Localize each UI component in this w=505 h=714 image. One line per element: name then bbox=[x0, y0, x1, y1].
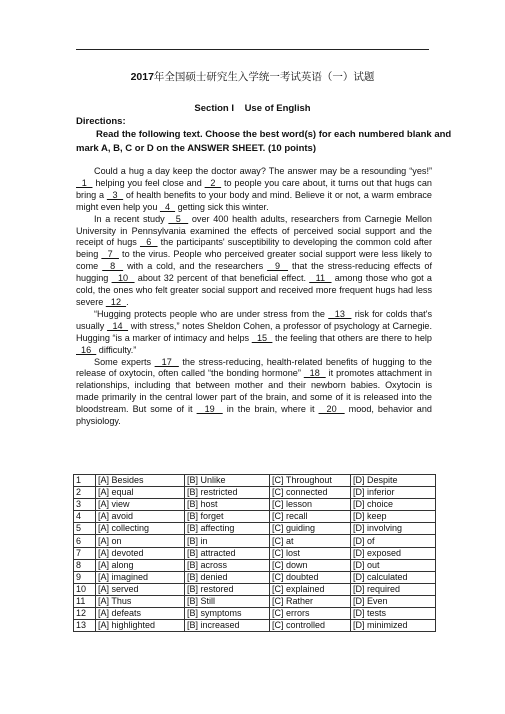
option-d: [D] involving bbox=[351, 523, 436, 535]
option-d: [D] tests bbox=[351, 608, 436, 620]
passage-text: . bbox=[126, 296, 129, 307]
options-table bbox=[73, 474, 436, 632]
question-number: 6 bbox=[74, 535, 96, 547]
option-c: [C] down bbox=[270, 559, 351, 571]
option-c: [C] doubted bbox=[270, 571, 351, 583]
blank-number: 14 bbox=[107, 320, 129, 331]
option-c: [C] explained bbox=[270, 583, 351, 595]
option-a: [A] imagined bbox=[96, 571, 185, 583]
passage-text: with stress,” notes Sheldon Cohen, a professor of psychology at Carnegie. Hugging “is a marker of intimacy and helps bbox=[76, 320, 432, 343]
passage-paragraph bbox=[76, 357, 432, 428]
blank-number: 15 bbox=[251, 332, 273, 343]
page-title bbox=[0, 69, 505, 84]
question-number: 11 bbox=[74, 595, 96, 607]
option-d: [D] minimized bbox=[351, 620, 436, 632]
option-a: [A] Thus bbox=[96, 595, 185, 607]
option-b: [B] restored bbox=[185, 583, 270, 595]
passage-text: that the stress-reducing effects of hugging bbox=[76, 261, 432, 284]
question-number: 4 bbox=[74, 511, 96, 523]
option-row bbox=[74, 559, 436, 571]
passage bbox=[76, 166, 432, 428]
question-number: 9 bbox=[74, 571, 96, 583]
option-a: [A] on bbox=[96, 535, 185, 547]
blank-number: 4 bbox=[159, 201, 176, 212]
blank-number: 13 bbox=[328, 308, 352, 319]
option-b: [B] affecting bbox=[185, 523, 270, 535]
option-a: [A] along bbox=[96, 559, 185, 571]
option-row bbox=[74, 523, 436, 535]
option-a: [A] devoted bbox=[96, 547, 185, 559]
question-number: 1 bbox=[74, 475, 96, 487]
option-row bbox=[74, 487, 436, 499]
option-d: [D] of bbox=[351, 535, 436, 547]
option-row bbox=[74, 535, 436, 547]
blank-number: 9 bbox=[267, 261, 289, 272]
blank-number: 12 bbox=[105, 296, 127, 307]
option-a: [A] equal bbox=[96, 487, 185, 499]
option-d: [D] out bbox=[351, 559, 436, 571]
question-number: 5 bbox=[74, 523, 96, 535]
passage-text: about 32 percent of that beneficial effect. bbox=[134, 273, 310, 284]
question-number: 8 bbox=[74, 559, 96, 571]
option-row bbox=[74, 620, 436, 632]
option-d: [D] Despite bbox=[351, 475, 436, 487]
passage-text: difficulty.” bbox=[96, 344, 137, 355]
instructions: Read the following text. Choose the best word(s) for each numbered blank and mark A, B, C or D on the ANSWER SHEET. (10 points) bbox=[76, 129, 452, 154]
option-row bbox=[74, 511, 436, 523]
option-b: [B] denied bbox=[185, 571, 270, 583]
blank-number: 1 bbox=[76, 177, 93, 188]
passage-text: with a cold, and the researchers bbox=[123, 261, 268, 272]
option-a: [A] avoid bbox=[96, 511, 185, 523]
passage-text: among those who got a cold, the ones who felt greater social support and received more frequent hugs had less severe bbox=[76, 273, 432, 307]
option-c: [C] recall bbox=[270, 511, 351, 523]
option-b: [B] Unlike bbox=[185, 475, 270, 487]
option-b: [B] Still bbox=[185, 595, 270, 607]
passage-paragraph bbox=[76, 309, 432, 357]
question-number: 12 bbox=[74, 608, 96, 620]
option-c: [C] errors bbox=[270, 608, 351, 620]
option-b: [B] symptoms bbox=[185, 608, 270, 620]
blank-number: 5 bbox=[168, 213, 189, 224]
passage-text: it promotes attachment in relationships, including that between mother and their newborn babies. Oxytocin is made primarily in the central lower part of the brain, and some of it is released into the bloodstream. But some of it bbox=[76, 368, 432, 415]
option-c: [C] at bbox=[270, 535, 351, 547]
blank-number: 17 bbox=[154, 356, 179, 367]
blank-number: 7 bbox=[101, 249, 119, 260]
option-c: [C] lesson bbox=[270, 499, 351, 511]
blank-number: 6 bbox=[139, 237, 158, 248]
blank-number: 16 bbox=[76, 344, 97, 355]
blank-number: 18 bbox=[303, 368, 326, 379]
option-c: [C] connected bbox=[270, 487, 351, 499]
passage-text: over 400 health adults, researchers from Carnegie Mellon University in Pennsylvania examined the effects of perceived social support and the receipt of hugs bbox=[76, 213, 432, 248]
title-text: 年全国硕士研究生入学统一考试英语（一）试题 bbox=[153, 71, 375, 83]
option-d: [D] calculated bbox=[351, 571, 436, 583]
option-row bbox=[74, 499, 436, 511]
option-a: [A] highlighted bbox=[96, 620, 185, 632]
passage-text: risk for colds that's usually bbox=[76, 308, 432, 331]
passage-text: In a recent study bbox=[94, 213, 169, 224]
question-number: 13 bbox=[74, 620, 96, 632]
option-row bbox=[74, 608, 436, 620]
option-c: [C] Rather bbox=[270, 595, 351, 607]
passage-text: to the virus. People who perceived greater social support were less likely to come bbox=[76, 249, 432, 272]
option-c: [C] guiding bbox=[270, 523, 351, 535]
blank-number: 2 bbox=[204, 177, 222, 188]
passage-paragraph bbox=[76, 214, 432, 309]
option-row bbox=[74, 547, 436, 559]
option-c: [C] controlled bbox=[270, 620, 351, 632]
option-b: [B] in bbox=[185, 535, 270, 547]
passage-text: the stress-reducing, health-related benefits of hugging to the release of oxytocin, often called “the bonding hormone” bbox=[76, 356, 432, 379]
blank-number: 8 bbox=[102, 261, 124, 272]
directions-label: Directions: bbox=[76, 116, 126, 127]
option-a: [A] view bbox=[96, 499, 185, 511]
passage-text: in the brain, where it bbox=[222, 404, 319, 415]
blank-number: 19 bbox=[196, 404, 223, 415]
question-number: 7 bbox=[74, 547, 96, 559]
passage-text: Some experts bbox=[94, 356, 155, 367]
option-b: [B] restricted bbox=[185, 487, 270, 499]
passage-text: the feeling that others are there to help bbox=[272, 332, 432, 343]
passage-text: “Hugging protects people who are under stress from the bbox=[94, 308, 329, 319]
passage-text: getting sick this winter. bbox=[175, 201, 269, 212]
option-b: [B] forget bbox=[185, 511, 270, 523]
blank-number: 3 bbox=[106, 189, 124, 200]
section-heading: Section I Use of English bbox=[194, 103, 311, 114]
option-b: [B] attracted bbox=[185, 547, 270, 559]
option-d: [D] Even bbox=[351, 595, 436, 607]
option-a: [A] served bbox=[96, 583, 185, 595]
option-row bbox=[74, 595, 436, 607]
option-row bbox=[74, 583, 436, 595]
option-d: [D] required bbox=[351, 583, 436, 595]
option-a: [A] Besides bbox=[96, 475, 185, 487]
passage-text: to people you care about, it turns out that hugs can bring a bbox=[76, 177, 432, 200]
option-b: [B] increased bbox=[185, 620, 270, 632]
option-b: [B] host bbox=[185, 499, 270, 511]
question-number: 3 bbox=[74, 499, 96, 511]
passage-text: of health benefits to your body and mind. Believe it or not, a warm embrace might even help you bbox=[76, 189, 432, 212]
option-d: [D] inferior bbox=[351, 487, 436, 499]
top-rule bbox=[76, 49, 429, 50]
passage-paragraph bbox=[76, 166, 432, 214]
option-d: [D] keep bbox=[351, 511, 436, 523]
option-row bbox=[74, 475, 436, 487]
option-a: [A] defeats bbox=[96, 608, 185, 620]
title-year: 2017 bbox=[130, 71, 154, 83]
option-d: [D] choice bbox=[351, 499, 436, 511]
option-b: [B] across bbox=[185, 559, 270, 571]
option-c: [C] Throughout bbox=[270, 475, 351, 487]
passage-text: mood, behavior and physiology. bbox=[76, 404, 432, 427]
option-c: [C] lost bbox=[270, 547, 351, 559]
option-d: [D] exposed bbox=[351, 547, 436, 559]
option-a: [A] collecting bbox=[96, 523, 185, 535]
passage-text: helping you feel close and bbox=[92, 177, 205, 188]
question-number: 2 bbox=[74, 487, 96, 499]
passage-text: Could a hug a day keep the doctor away? The answer may be a resounding “yes!” bbox=[94, 166, 432, 176]
passage-text: the participants' susceptibility to developing the common cold after being bbox=[76, 237, 432, 260]
blank-number: 10 bbox=[111, 273, 135, 284]
option-row bbox=[74, 571, 436, 583]
question-number: 10 bbox=[74, 583, 96, 595]
blank-number: 20 bbox=[318, 404, 345, 415]
blank-number: 11 bbox=[309, 273, 332, 284]
